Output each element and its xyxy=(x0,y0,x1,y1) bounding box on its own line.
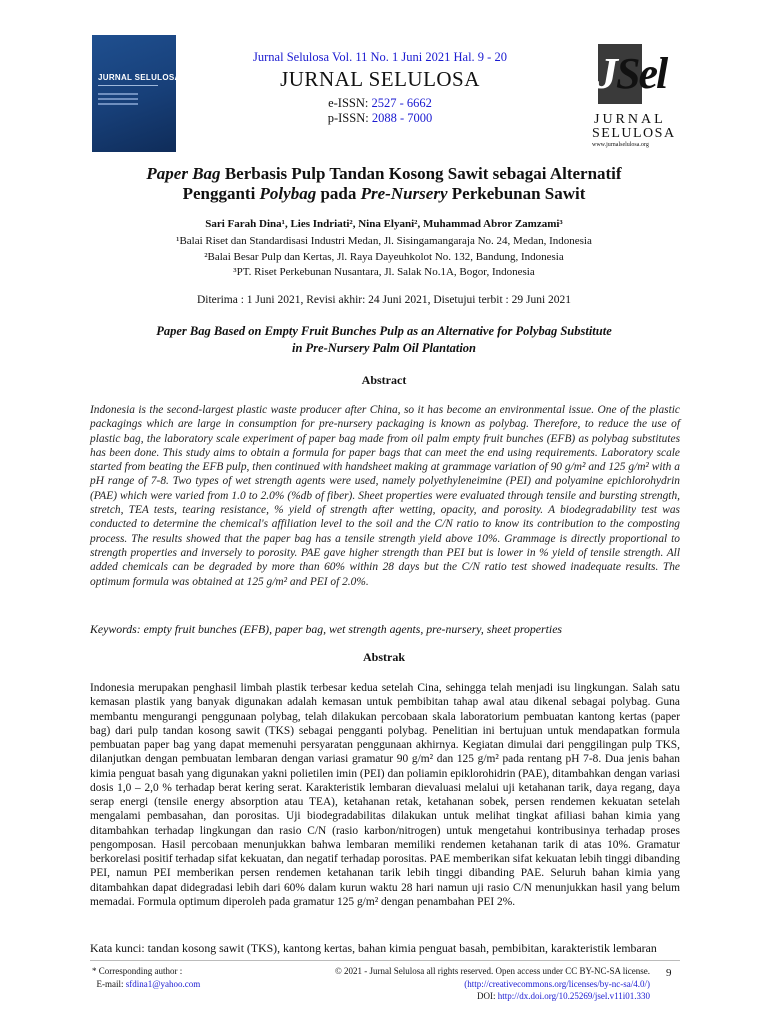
paper-title xyxy=(60,164,708,204)
title-italic: Pre-Nursery xyxy=(360,184,448,203)
journal-cover-image xyxy=(92,35,181,152)
submission-dates: Diterima : 1 Juni 2021, Revisi akhir: 24 Juni 2021, Disetujui terbit : 29 Juni 2021 xyxy=(196,294,572,306)
logo-mark xyxy=(596,48,666,99)
pissn-value: 2088 - 7000 xyxy=(371,111,433,125)
jsel-logo xyxy=(592,44,682,154)
doi-label: DOI: xyxy=(476,991,498,1001)
keywords-label: Keywords xyxy=(90,622,137,636)
title-italic: Paper Bag xyxy=(146,164,221,183)
journal-volume-line: Jurnal Selulosa Vol. 11 No. 1 Juni 2021 Hal. 9 - 20 xyxy=(253,50,507,64)
author-list: Sari Farah Dina¹, Lies Indriati², Nina Elyani², Muhammad Abror Zamzami³ xyxy=(205,218,563,230)
english-title xyxy=(60,323,708,357)
cover-text-block xyxy=(98,98,138,100)
title-text: Pengganti xyxy=(182,184,260,203)
keywords-list: : empty fruit bunches (EFB), paper bag, wet strength agents, pre-nursery, sheet properties xyxy=(136,622,563,636)
doi-line xyxy=(270,990,650,1003)
footer-divider xyxy=(90,960,680,961)
title-text: Perkebunan Sawit xyxy=(447,184,586,203)
logo-website: www.jurnalselulosa.org xyxy=(592,142,649,148)
english-title-line: in Pre-Nursery Palm Oil Plantation xyxy=(291,341,477,355)
affiliation: ¹Balai Riset dan Standardisasi Industri Medan, Jl. Sisingamangaraja No. 24, Medan, Indonesia xyxy=(176,235,592,247)
email-link[interactable]: sfdina1@yahoo.com xyxy=(125,979,201,989)
copyright-text: © 2021 - Jurnal Selulosa all rights reserved. Open access under CC BY-NC-SA license. xyxy=(334,966,650,976)
corresponding-author xyxy=(92,965,200,991)
pissn xyxy=(210,111,550,126)
abstrak-body: Indonesia merupakan penghasil limbah plastik terbesar kedua setelah Cina, sehingga telah menjadi isu lingkungan. Salah satu kemasan plastik yang banyak digunakan adalah kemasan untuk pembibitan tahap awal atau dikenal sebagai polybag. Guna membantu mengurangi penggunaan polybag, telah dilakukan percobaan skala laboratorium pembuatan kantong kertas (paper bag) dari pulp tandan kosong sawit (TKS) sebagai pengganti polybag. Penelitian ini bertujuan untuk mendapatkan formula pembuatan paper bag yang dapat memenuhi persyaratan penggunaan akhirnya. Kegiatan dimulai dari penggilingan pulp TKS, dilanjutkan dengan pembuatan lembaran dengan variasi gramatur 90 g/m² dan 125 g/m² pada rentang pH 7-8. Dua jenis bahan kimia penguat basah yang digunakan yakni polietilen imin (PEI) dan poliamin epiklorohidrin (PAE), ditambahkan dengan variasi dosis 1,0 – 2,0 % terhadap berat kering serat. Karakteristik lembaran dievaluasi melalui uji ketahanan tarik, daya regang, daya serap energi (tensile energy absorption atau TEA), ketahanan retak, ketahanan sobek, persen rendemen kekuatan setelah mengalami pembasahan, dan porositas. Uji biodegradabilitas dilakukan untuk melihat tingkat afiliasi bahan kimia yang ditambahkan terhadap lingkungan dan rasio C/N (rasio karbon/nitrogen) untuk mengetahui kontribusinya terhadap proses pengomposan. Hasil percobaan menunjukkan bahwa lembaran memiliki rendemen ketahanan tarik di atas 10%. Gramatur berkorelasi positif terhadap sifat kekuatan, dan negatif terhadap porositas. PAE memberikan sifat kekuatan lebih tinggi dibanding PEI, namun PEI memberikan persen rendemen ketahanan tarik lebih tinggi dibanding PAE. Seluruh bahan kimia yang ditambahkan dapat didegradasi lebih dari 60% dalam kurun waktu 28 hari namun uji rasio C/N menunjukkan hasil yang belum memadai. Formula optimum diperoleh pada gramatur 125 g/m² dengan penambahan PEI 2%. xyxy=(90,682,680,908)
cover-divider xyxy=(98,85,158,86)
page-number: 9 xyxy=(666,967,672,979)
pissn-label: p-ISSN: xyxy=(327,111,372,125)
title-text: Berbasis Pulp Tandan Kosong Sawit sebagai Alternatif xyxy=(220,164,622,183)
english-title-line: Paper Bag Based on Empty Fruit Bunches Pulp as an Alternative for Polybag Substitute xyxy=(156,324,612,338)
logo-mark-j: J xyxy=(596,49,616,98)
title-italic: Polybag xyxy=(259,184,317,203)
logo-line2: SELULOSA xyxy=(592,126,676,141)
cover-text-block xyxy=(98,93,138,95)
cover-title: JURNAL SELULOSA xyxy=(98,73,181,82)
eissn xyxy=(210,96,550,111)
affiliation: ³PT. Riset Perkebunan Nusantara, Jl. Salak No.1A, Bogor, Indonesia xyxy=(233,266,535,278)
copyright-block xyxy=(270,965,650,1003)
email-label: E-mail: xyxy=(96,979,126,989)
abstract-body: Indonesia is the second-largest plastic waste producer after China, so it has become an environmental issue. One of the plastic packagings which are large in consumption for pre-nursery packaging is known as polybag. Therefore, to reduce the use of plastic bag, the laboratory scale experiment of paper bag made from oil palm empty fruit bunches (EFB) as polybag substitutes has been done. This study aims to obtain a formula for paper bags that can meet the end using requirements. Laboratory scale started from beating the EFB pulp, then continued with handsheet making at grammage variation of 90 g/m² and 125 g/m² with a pH range of 7-8. Two types of wet strength agents were used, namely polyethyleneimine (PEI) and polyamine epichlorohydrin (PAE) which were varied from 1.0 to 2.0% (%db of fiber). Sheet properties were evaluated through tensile and bursting strength, stretch, TEA tests, tearing resistance, % yield of strength after wetting, opacity, and porosity. A biodegradability test was conducted to determine the chemical's affiliation level to the soil and the C/N ratio to know its contribution to the composting process. The results showed that the paper bag has a tensile strength yield above 10%. Grammage is directly proportional to strength properties and inversely to porosity. PAE gave higher strength than PEI but is lower in % yield of tensile strength. All added chemicals can be degraded by more than 60% within 28 days but the C/N ratio test showed inadequate results. The optimum formula was obtained at 125 g/m² and PEI of 2.0%. xyxy=(90,404,680,588)
affiliation: ²Balai Besar Pulp dan Kertas, Jl. Raya Dayeuhkolot No. 132, Bandung, Indonesia xyxy=(204,251,564,263)
email-line xyxy=(92,978,200,991)
abstract-heading: Abstract xyxy=(361,373,407,387)
logo-line1: JURNAL xyxy=(594,112,666,127)
license-link[interactable]: (http://creativecommons.org/licenses/by-nc-sa/4.0/) xyxy=(464,978,650,989)
eissn-value: 2527 - 6662 xyxy=(371,96,432,110)
logo-mark-sel: Sel xyxy=(616,49,667,98)
journal-name: JURNAL SELULOSA xyxy=(280,67,480,91)
title-text: pada xyxy=(316,184,361,203)
kata-kunci: Kata kunci: tandan kosong sawit (TKS), kantong kertas, bahan kimia penguat basah, pembibitan, karakteristik lembaran xyxy=(90,941,657,955)
cover-text-block xyxy=(98,103,138,105)
doi-link[interactable]: http://dx.doi.org/10.25269/jsel.v11i01.330 xyxy=(497,991,650,1001)
corresponding-label: * Corresponding author : xyxy=(92,966,183,976)
abstrak-heading: Abstrak xyxy=(362,650,405,664)
keywords xyxy=(90,622,680,637)
eissn-label: e-ISSN: xyxy=(328,96,372,110)
